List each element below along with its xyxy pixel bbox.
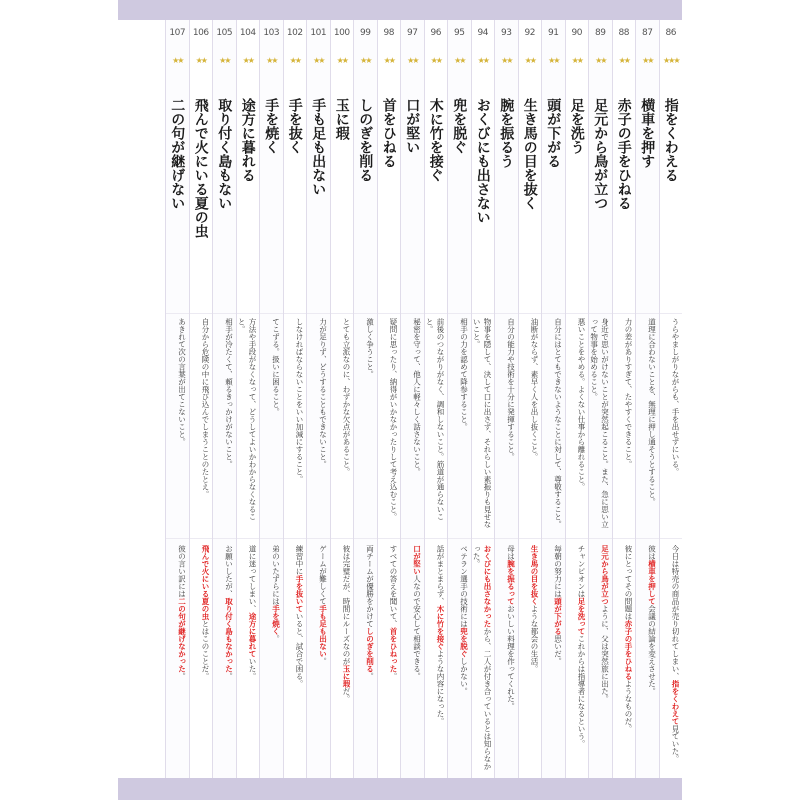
separator xyxy=(542,538,565,539)
entry-number: 106 xyxy=(192,28,209,38)
importance-stars: ★★ xyxy=(313,56,324,65)
entry-column xyxy=(212,20,236,778)
idiom-meaning: 相手の力を認めて降参すること。 xyxy=(459,318,469,431)
example-pre: 彼の言い訳には xyxy=(177,545,187,598)
example-post: ように、父は突然旅に出た。 xyxy=(600,605,610,703)
separator xyxy=(213,313,236,314)
idiom-example xyxy=(542,545,565,777)
entry-column xyxy=(494,20,518,778)
entry-column xyxy=(659,20,683,778)
idiom-title: 口が堅い xyxy=(404,98,421,154)
separator xyxy=(354,538,377,539)
idiom-meaning: 力の差がありすぎて、たやすくできること。 xyxy=(624,318,633,468)
separator xyxy=(331,313,354,314)
entry-column xyxy=(471,20,495,778)
idiom-meaning: しなければならないことをいい加減にすること。 xyxy=(295,318,304,483)
example-highlight: 口が堅い xyxy=(412,545,422,575)
example-pre: 彼は xyxy=(647,545,657,560)
idiom-title: 足を洗う xyxy=(568,98,585,154)
idiom-meaning: 秘密を守って、他人に軽々しく話さないこと。 xyxy=(412,318,422,476)
example-pre: ベテラン選手の技術には xyxy=(459,545,469,628)
example-post: 会議の結論を変えさせた。 xyxy=(647,605,657,695)
example-post: 人なので安心して相談できる。 xyxy=(412,575,422,680)
idiom-title: 手も足も出ない xyxy=(310,98,327,196)
entry-number: 95 xyxy=(454,28,465,38)
separator xyxy=(190,313,213,314)
idiom-title: 腕を振るう xyxy=(498,98,515,168)
example-post: しかない。 xyxy=(459,657,469,695)
idiom-example xyxy=(284,545,307,777)
idiom-title: 飛んで火にいる夏の虫 xyxy=(192,98,209,238)
entry-column xyxy=(353,20,377,778)
entry-number: 104 xyxy=(239,28,256,38)
entry-column xyxy=(565,20,589,778)
entry-number: 107 xyxy=(169,28,186,38)
separator xyxy=(472,538,495,539)
idiom-example xyxy=(307,545,330,777)
entry-column xyxy=(612,20,636,778)
separator xyxy=(354,313,377,314)
separator xyxy=(519,313,542,314)
importance-stars: ★★ xyxy=(242,56,253,65)
example-highlight: 兜を脱ぐ xyxy=(459,627,469,658)
separator xyxy=(331,538,354,539)
importance-stars: ★★ xyxy=(571,56,582,65)
idiom-example xyxy=(401,545,424,777)
separator xyxy=(260,313,283,314)
entry-number: 100 xyxy=(333,28,350,38)
idiom-meaning: 物事を隠して、決して口に出さず、それらしい素振りも見せないこと。 xyxy=(472,318,492,528)
entry-column xyxy=(189,20,213,778)
idiom-title: しのぎを削る xyxy=(357,98,374,182)
idiom-example xyxy=(495,545,518,777)
separator xyxy=(566,313,589,314)
entry-column xyxy=(306,20,330,778)
example-highlight: 足元から鳥が立つ xyxy=(600,545,610,605)
idiom-title: 生き馬の目を抜く xyxy=(521,98,538,210)
example-post: いた。 xyxy=(248,657,257,680)
separator xyxy=(190,538,213,539)
example-pre: 弟のいたずらには xyxy=(271,545,281,605)
importance-stars: ★★ xyxy=(430,56,441,65)
separator xyxy=(425,538,448,539)
example-highlight: 二の句が継げなかった xyxy=(177,597,187,673)
idiom-meaning: 力が足りず、どうすることもできないこと。 xyxy=(318,318,328,468)
idiom-meaning: 自分の能力や技術を十分に発揮すること。 xyxy=(506,318,516,461)
example-post: ような都会の生活。 xyxy=(530,605,539,673)
idiom-title: 赤子の手をひねる xyxy=(615,98,632,210)
entry-number: 102 xyxy=(286,28,303,38)
idiom-title: 頭が下がる xyxy=(545,98,562,168)
idiom-meaning: 油断がならず、素早く人を出し抜くこと。 xyxy=(530,318,539,461)
entry-column xyxy=(283,20,307,778)
separator xyxy=(542,313,565,314)
importance-stars: ★★ xyxy=(289,56,300,65)
example-highlight: 足を洗って xyxy=(577,597,586,635)
separator xyxy=(307,313,330,314)
example-pre: チャンピオンは xyxy=(577,545,586,598)
example-post: これからは指導者になるという。 xyxy=(577,635,586,748)
entry-number: 92 xyxy=(524,28,535,38)
idiom-example xyxy=(660,545,683,777)
separator xyxy=(589,538,612,539)
idiom-example xyxy=(425,545,448,777)
separator xyxy=(166,313,189,314)
example-pre: お願いしたが、 xyxy=(224,545,234,598)
importance-stars: ★★ xyxy=(172,56,183,65)
importance-stars: ★★ xyxy=(642,56,653,65)
entry-column xyxy=(635,20,659,778)
entry-number: 88 xyxy=(618,28,629,38)
separator xyxy=(284,313,307,314)
idiom-meaning: 激しく争うこと。 xyxy=(365,318,375,378)
idiom-example xyxy=(613,545,636,777)
example-post: 。 xyxy=(389,672,398,680)
idiom-example xyxy=(237,545,260,777)
example-post: ようなものだ。 xyxy=(624,680,633,733)
idiom-meaning: とても立派なのに、わずかな欠点があること。 xyxy=(342,318,351,476)
entry-column xyxy=(377,20,401,778)
example-pre: 毎朝の努力には xyxy=(553,545,563,598)
separator xyxy=(613,538,636,539)
example-highlight: 途方に暮れて xyxy=(248,612,257,658)
example-pre: 彼は完璧だが、時間にルーズなのが xyxy=(342,545,351,665)
entry-number: 93 xyxy=(501,28,512,38)
example-post: 。 xyxy=(365,672,375,680)
separator xyxy=(378,313,401,314)
example-pre: 母は xyxy=(506,545,516,560)
idiom-example xyxy=(448,545,471,777)
separator xyxy=(660,538,683,539)
idiom-example xyxy=(331,545,354,777)
idiom-example xyxy=(589,545,612,777)
example-highlight: 木に竹を接ぐ xyxy=(436,605,445,650)
entry-number: 87 xyxy=(642,28,653,38)
importance-stars: ★★ xyxy=(195,56,206,65)
idiom-example xyxy=(354,545,377,777)
importance-stars: ★★ xyxy=(548,56,559,65)
entry-column xyxy=(518,20,542,778)
separator xyxy=(425,313,448,314)
example-post: 見ていた。 xyxy=(671,725,680,763)
example-highlight: 取り付く島もなかった xyxy=(224,597,234,673)
example-post: 。 xyxy=(177,672,187,680)
example-post: とはこのことだ。 xyxy=(201,620,210,680)
example-highlight: 生き馬の目を抜く xyxy=(530,545,539,605)
importance-stars: ★★ xyxy=(618,56,629,65)
importance-stars: ★★ xyxy=(336,56,347,65)
entry-column xyxy=(259,20,283,778)
idiom-example xyxy=(213,545,236,777)
separator xyxy=(237,313,260,314)
separator xyxy=(660,313,683,314)
entry-number: 90 xyxy=(571,28,582,38)
separator xyxy=(448,313,471,314)
separator xyxy=(284,538,307,539)
example-highlight: 指をくわえて xyxy=(671,680,680,725)
importance-stars: ★★★ xyxy=(662,56,679,65)
idiom-meaning: うらやましがりながらも、手を出せずにいる。 xyxy=(671,318,680,476)
separator xyxy=(166,538,189,539)
importance-stars: ★★ xyxy=(595,56,606,65)
example-post: いると、試合で困る。 xyxy=(295,612,304,688)
separator xyxy=(237,538,260,539)
entry-number: 99 xyxy=(360,28,371,38)
idiom-title: おくびにも出さない xyxy=(474,98,491,224)
example-highlight: 玉に瑕 xyxy=(342,665,351,688)
idiom-title: 指をくわえる xyxy=(662,98,679,182)
idiom-example xyxy=(260,545,283,777)
idiom-meaning: 疑問に思ったり、納得がいかなかったりして考え込むこと。 xyxy=(389,318,398,521)
idiom-title: 横車を押す xyxy=(639,98,656,168)
idiom-meaning: 自分から危険の中に飛び込んでしまうことのたとえ。 xyxy=(201,318,210,498)
importance-stars: ★★ xyxy=(477,56,488,65)
dictionary-page xyxy=(118,0,682,800)
idiom-meaning: 前後のつながりがなく、調和しないこと。筋道が通らないこと。 xyxy=(425,318,445,521)
idiom-meaning: 悪いことをやめる。よくない仕事から離れること。 xyxy=(577,318,586,491)
entry-column xyxy=(400,20,424,778)
entry-number: 96 xyxy=(430,28,441,38)
example-highlight: 手も足も出ない xyxy=(318,605,328,658)
importance-stars: ★★ xyxy=(219,56,230,65)
entry-column xyxy=(424,20,448,778)
example-post: 。 xyxy=(271,635,281,643)
importance-stars: ★★ xyxy=(383,56,394,65)
separator xyxy=(613,313,636,314)
entry-number: 86 xyxy=(665,28,676,38)
example-pre: 両チームが優勝をかけて xyxy=(365,545,375,628)
idiom-title: 手を抜く xyxy=(286,98,303,154)
idiom-title: 取り付く島もない xyxy=(216,98,233,210)
separator xyxy=(260,538,283,539)
example-highlight: 手を焼く xyxy=(271,605,281,635)
importance-stars: ★★ xyxy=(501,56,512,65)
idiom-example xyxy=(472,545,495,777)
idiom-example xyxy=(190,545,213,777)
example-highlight: しのぎを削る xyxy=(365,627,375,673)
example-pre: 今日は特売の商品が売り切れてしまい、 xyxy=(671,545,680,680)
example-pre: 練習中に xyxy=(295,545,304,575)
entry-number: 105 xyxy=(216,28,233,38)
separator xyxy=(448,538,471,539)
idiom-title: 玉に瑕 xyxy=(333,98,350,140)
idiom-title: 二の句が継げない xyxy=(169,98,186,210)
idiom-meaning: 相手が冷たくて、頼るきっかけがないこと。 xyxy=(224,318,234,468)
example-highlight: 腕を振るって xyxy=(506,560,516,605)
idiom-example xyxy=(636,545,659,777)
example-highlight: 赤子の手をひねる xyxy=(624,620,633,680)
idiom-title: 兜を脱ぐ xyxy=(451,98,468,154)
example-post: 。 xyxy=(224,672,234,680)
entry-column xyxy=(447,20,471,778)
importance-stars: ★★ xyxy=(266,56,277,65)
separator xyxy=(213,538,236,539)
example-post: 。 xyxy=(318,657,328,665)
importance-stars: ★★ xyxy=(360,56,371,65)
example-post: ような内容になった。 xyxy=(436,650,445,725)
example-post: から、二人が付き合っているとは知らなかった。 xyxy=(472,545,492,770)
entry-column xyxy=(330,20,354,778)
idiom-meaning: 自分にはとてもできないようなことに対して、尊敬すること。 xyxy=(553,318,563,528)
example-highlight: 手を抜いて xyxy=(295,575,304,613)
idiom-title: 首をひねる xyxy=(380,98,397,168)
idiom-example xyxy=(378,545,401,777)
example-highlight: 飛んで火にいる夏の虫 xyxy=(201,545,210,620)
separator xyxy=(472,313,495,314)
example-post: だ。 xyxy=(342,687,351,703)
top-band xyxy=(118,0,682,20)
separator xyxy=(589,313,612,314)
idiom-meaning: てこずる。扱いに困ること。 xyxy=(271,318,281,416)
example-highlight: 首をひねった xyxy=(389,627,398,673)
example-post: 思いだ。 xyxy=(553,635,563,665)
idiom-meaning: あきれて次の言葉が出てこないこと。 xyxy=(177,318,187,446)
idiom-example xyxy=(519,545,542,777)
idiom-title: 途方に暮れる xyxy=(239,98,256,182)
example-highlight: おくびにも出さなかった xyxy=(483,545,492,628)
idiom-title: 木に竹を接ぐ xyxy=(427,98,444,182)
example-pre: ゲームが難しくて xyxy=(318,545,328,605)
separator xyxy=(566,538,589,539)
importance-stars: ★★ xyxy=(524,56,535,65)
example-highlight: 横車を押して xyxy=(647,560,657,605)
example-post: おいしい料理を作ってくれた。 xyxy=(506,605,516,710)
entry-column xyxy=(165,20,189,778)
entry-number: 101 xyxy=(310,28,327,38)
entry-columns xyxy=(118,20,682,778)
entry-number: 103 xyxy=(263,28,280,38)
idiom-example xyxy=(566,545,589,777)
example-pre: 彼にとってその問題は xyxy=(624,545,633,620)
entry-column xyxy=(541,20,565,778)
entry-number: 98 xyxy=(383,28,394,38)
entry-number: 94 xyxy=(477,28,488,38)
separator xyxy=(519,538,542,539)
idiom-meaning: 道理に合わないことを、無理に押し通そうとすること。 xyxy=(647,318,657,506)
separator xyxy=(636,538,659,539)
importance-stars: ★★ xyxy=(407,56,418,65)
idiom-title: 足元から鳥が立つ xyxy=(592,98,609,210)
idiom-example xyxy=(166,545,189,777)
idiom-meaning: 方法や手段がなくなって、どうしてよいかわからなくなること。 xyxy=(237,318,257,521)
idiom-meaning: 身近で思いがけないことが突然起こること。また、急に思い立って物事を始めること。 xyxy=(589,318,610,528)
entry-number: 89 xyxy=(595,28,606,38)
idiom-title: 手を焼く xyxy=(263,98,280,154)
entry-number: 91 xyxy=(548,28,559,38)
separator xyxy=(401,313,424,314)
entry-number: 97 xyxy=(407,28,418,38)
separator xyxy=(636,313,659,314)
example-highlight: 頭が下がる xyxy=(553,597,563,635)
separator xyxy=(401,538,424,539)
separator xyxy=(495,313,518,314)
separator xyxy=(378,538,401,539)
example-pre: すべての答えを聞いて、 xyxy=(389,545,398,628)
importance-stars: ★★ xyxy=(454,56,465,65)
entry-column xyxy=(588,20,612,778)
example-pre: 話がまとまらず、 xyxy=(436,545,445,605)
bottom-band xyxy=(118,778,682,800)
entry-column xyxy=(236,20,260,778)
separator xyxy=(495,538,518,539)
example-pre: 道に迷ってしまい、 xyxy=(248,545,257,613)
separator xyxy=(307,538,330,539)
